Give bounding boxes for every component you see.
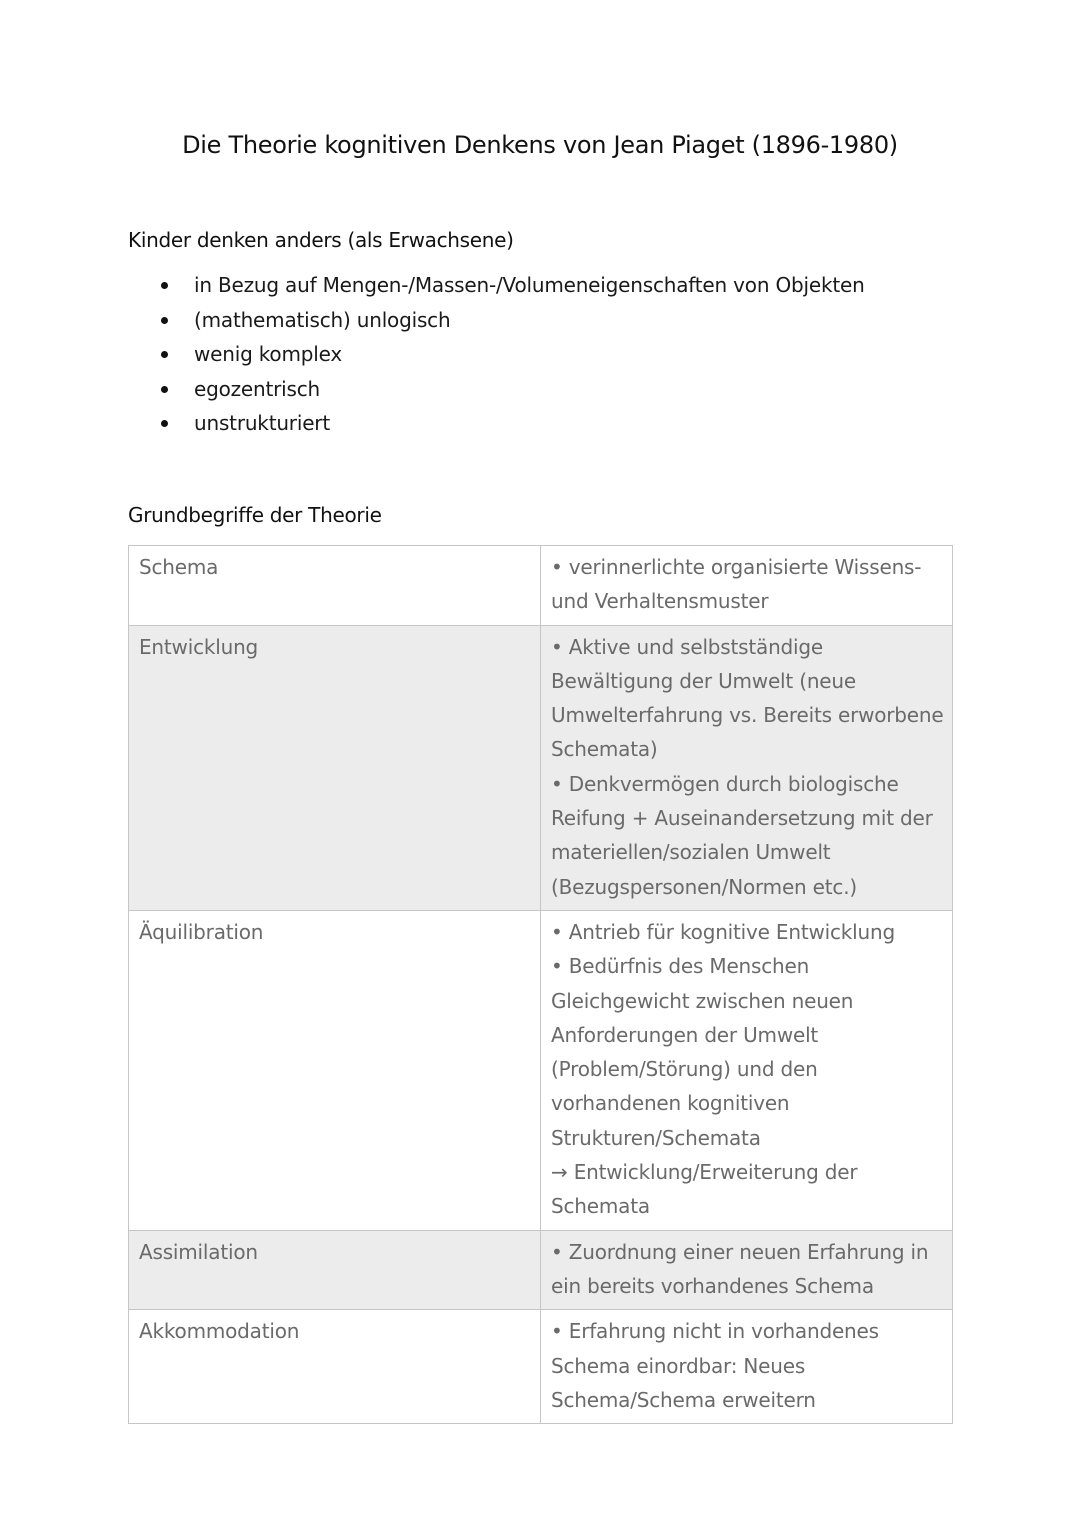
- term-cell: [129, 1230, 541, 1310]
- list-item: [128, 337, 948, 372]
- definition-line: • verinnerlichte organisierte Wissens-: [551, 555, 922, 579]
- list-item-text: egozentrisch: [194, 376, 321, 401]
- term-label: Schema: [139, 555, 219, 579]
- definition-line: • Erfahrung nicht in vorhandenes: [551, 1319, 879, 1344]
- list-item: [128, 372, 948, 407]
- bullet-dot-icon: [161, 282, 168, 289]
- list-item: [128, 268, 948, 303]
- list-item: [128, 303, 948, 338]
- definition-cell: [541, 910, 953, 1230]
- definition-line: Schemata: [551, 1194, 650, 1219]
- definition-line: Gleichgewicht zwischen neuen: [551, 988, 854, 1013]
- term-label: Entwicklung: [139, 634, 259, 659]
- bullet-dot-icon: [161, 351, 168, 358]
- term-cell: [129, 1310, 541, 1424]
- definition-line: • Bedürfnis des Menschen: [551, 954, 810, 979]
- table-row: [129, 1310, 953, 1424]
- definition-line: Umwelterfahrung vs. Bereits erworbene: [551, 703, 944, 728]
- definition-line: • Zuordnung einer neuen Erfahrung in: [551, 1239, 929, 1264]
- definition-line: • Aktive und selbstständige: [551, 634, 824, 659]
- definition-line: ein bereits vorhandenes Schema: [551, 1273, 874, 1298]
- term-label: Äquilibration: [139, 919, 264, 944]
- term-label: Assimilation: [139, 1239, 258, 1264]
- table-row: [129, 546, 953, 626]
- list-item-text: (mathematisch) unlogisch: [194, 307, 451, 332]
- term-cell: [129, 910, 541, 1230]
- definition-line: Reifung + Auseinandersetzung mit der: [551, 806, 933, 831]
- definition-line: Anforderungen der Umwelt: [551, 1022, 819, 1047]
- table-row: [129, 910, 953, 1230]
- definition-line: • Denkvermögen durch biologische: [551, 771, 899, 796]
- definition-line: • Antrieb für kognitive Entwicklung: [551, 919, 895, 944]
- definition-line: (Problem/Störung) und den: [551, 1057, 818, 1082]
- definition-line: Schema/Schema erweitern: [551, 1387, 816, 1412]
- bullet-list: [128, 268, 948, 441]
- list-item: [128, 406, 948, 441]
- term-label: Akkommodation: [139, 1319, 300, 1344]
- bullet-dot-icon: [161, 386, 168, 393]
- term-cell: [129, 546, 541, 626]
- section-heading-kinder: Kinder denken anders (als Erwachsene): [128, 228, 514, 252]
- definition-cell: [541, 546, 953, 626]
- definition-line: Schema einordbar: Neues: [551, 1353, 806, 1378]
- definition-line: vorhandenen kognitiven: [551, 1091, 790, 1116]
- page-title: Die Theorie kognitiven Denkens von Jean Piaget (1896-1980): [182, 131, 898, 159]
- definition-line: Schemata): [551, 737, 658, 762]
- term-cell: [129, 625, 541, 910]
- definition-line: Bewältigung der Umwelt (neue: [551, 668, 856, 693]
- definition-cell: [541, 1230, 953, 1310]
- table-row: [129, 1230, 953, 1310]
- list-item-text: unstrukturiert: [194, 411, 330, 435]
- definition-line: materiellen/sozialen Umwelt: [551, 840, 831, 865]
- definition-cell: [541, 1310, 953, 1424]
- definition-line: und Verhaltensmuster: [551, 589, 769, 614]
- bullet-dot-icon: [161, 420, 168, 427]
- section-heading-grundbegriffe: Grundbegriffe der Theorie: [128, 503, 382, 527]
- definition-line: (Bezugspersonen/Normen etc.): [551, 874, 857, 899]
- definition-cell: [541, 625, 953, 910]
- definition-line: → Entwicklung/Erweiterung der: [551, 1160, 858, 1185]
- table-row: [129, 625, 953, 910]
- concept-table: [128, 545, 953, 1424]
- list-item-text: wenig komplex: [194, 342, 342, 366]
- definition-line: Strukturen/Schemata: [551, 1125, 761, 1150]
- bullet-dot-icon: [161, 317, 168, 324]
- list-item-text: in Bezug auf Mengen-/Massen-/Volumeneigenschaften von Objekten: [194, 273, 865, 297]
